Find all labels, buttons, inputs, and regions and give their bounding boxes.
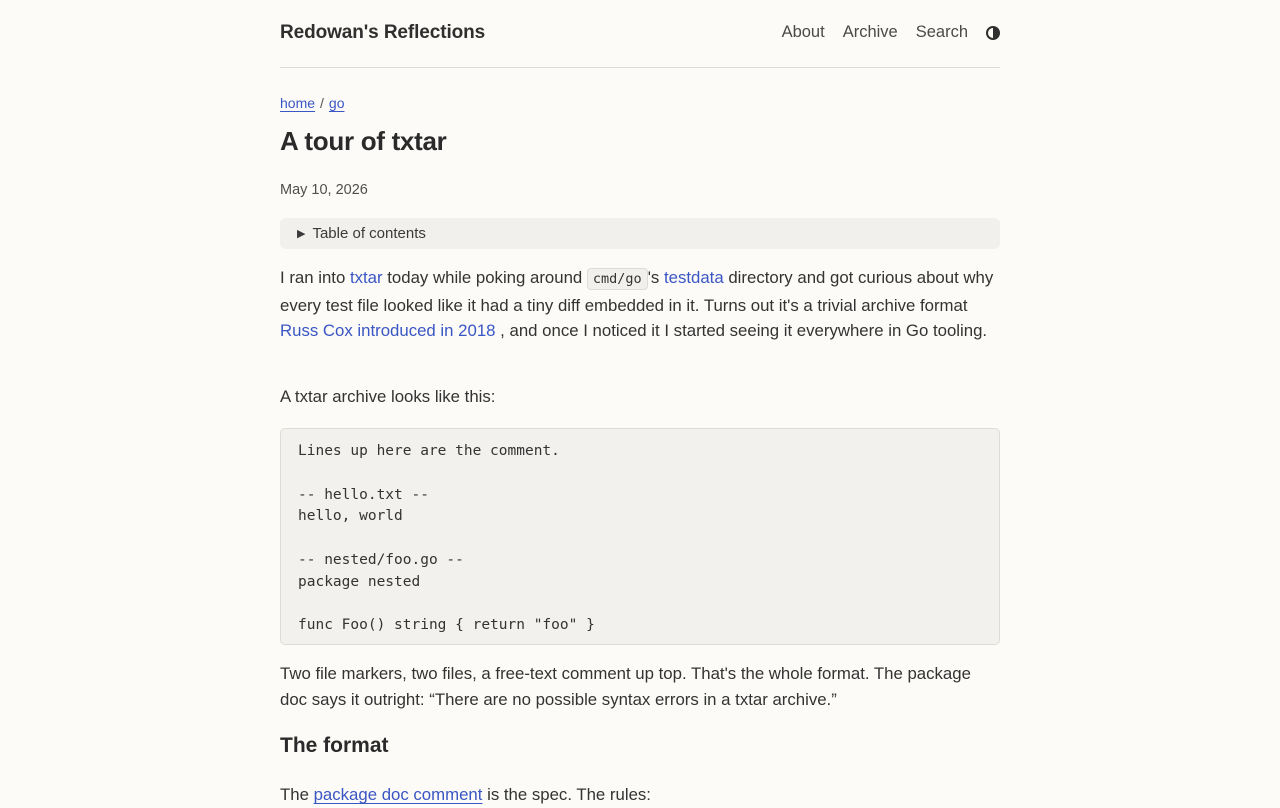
section-heading: The format	[280, 734, 389, 757]
text: I ran into	[280, 268, 350, 287]
post-date: May 10, 2026	[280, 182, 368, 198]
text: 's	[647, 268, 664, 287]
nav-search-link[interactable]: Search	[915, 23, 968, 41]
nav-archive-link[interactable]: Archive	[842, 23, 898, 41]
breadcrumb-go-link[interactable]: go	[328, 95, 345, 111]
intro-paragraph	[280, 265, 1000, 344]
txtar-link[interactable]: txtar	[349, 268, 383, 287]
text: , and once I noticed it I started seeing it everywhere in Go tooling.	[495, 321, 988, 340]
text: today while poking around	[382, 268, 587, 287]
toc-label: Table of contents	[312, 225, 426, 242]
disclosure-triangle-icon: ▶	[297, 228, 306, 240]
russ-cox-link[interactable]: Russ Cox introduced in 2018	[280, 321, 496, 340]
breadcrumb-separator: /	[320, 95, 324, 111]
testdata-link[interactable]: testdata	[663, 268, 724, 287]
theme-toggle-icon[interactable]	[986, 26, 1000, 40]
paragraph: Two file markers, two files, a free-text comment up top. That's the whole format. The package doc says it outright: “There are no possible syntax errors in a txtar archive.”	[280, 664, 971, 709]
site-brand[interactable]: Redowan's Reflections	[280, 21, 486, 43]
paragraph: A txtar archive looks like this:	[280, 387, 496, 406]
text: is the spec. The rules:	[482, 785, 651, 804]
text: directory and got curious about why every test file looked like it had a tiny diff embedded in it. Turns out it's a trivial archive format	[280, 268, 994, 315]
nav-about-link[interactable]: About	[781, 23, 825, 41]
text: The	[280, 785, 314, 804]
main-nav	[782, 23, 1000, 42]
inline-code: cmd/go	[587, 268, 648, 290]
post-title: A tour of txtar	[280, 126, 447, 156]
breadcrumb	[280, 95, 345, 111]
table-of-contents-toggle[interactable]	[280, 218, 1000, 249]
code-block: Lines up here are the comment. -- hello.txt -- hello, world -- nested/foo.go -- package nested func Foo() string { return "foo" }	[280, 428, 1000, 645]
page-container	[280, 0, 1000, 804]
paragraph	[280, 782, 1000, 808]
package-doc-link[interactable]: package doc comment	[313, 785, 483, 804]
breadcrumb-home-link[interactable]: home	[280, 95, 316, 111]
site-header	[280, 0, 1000, 68]
